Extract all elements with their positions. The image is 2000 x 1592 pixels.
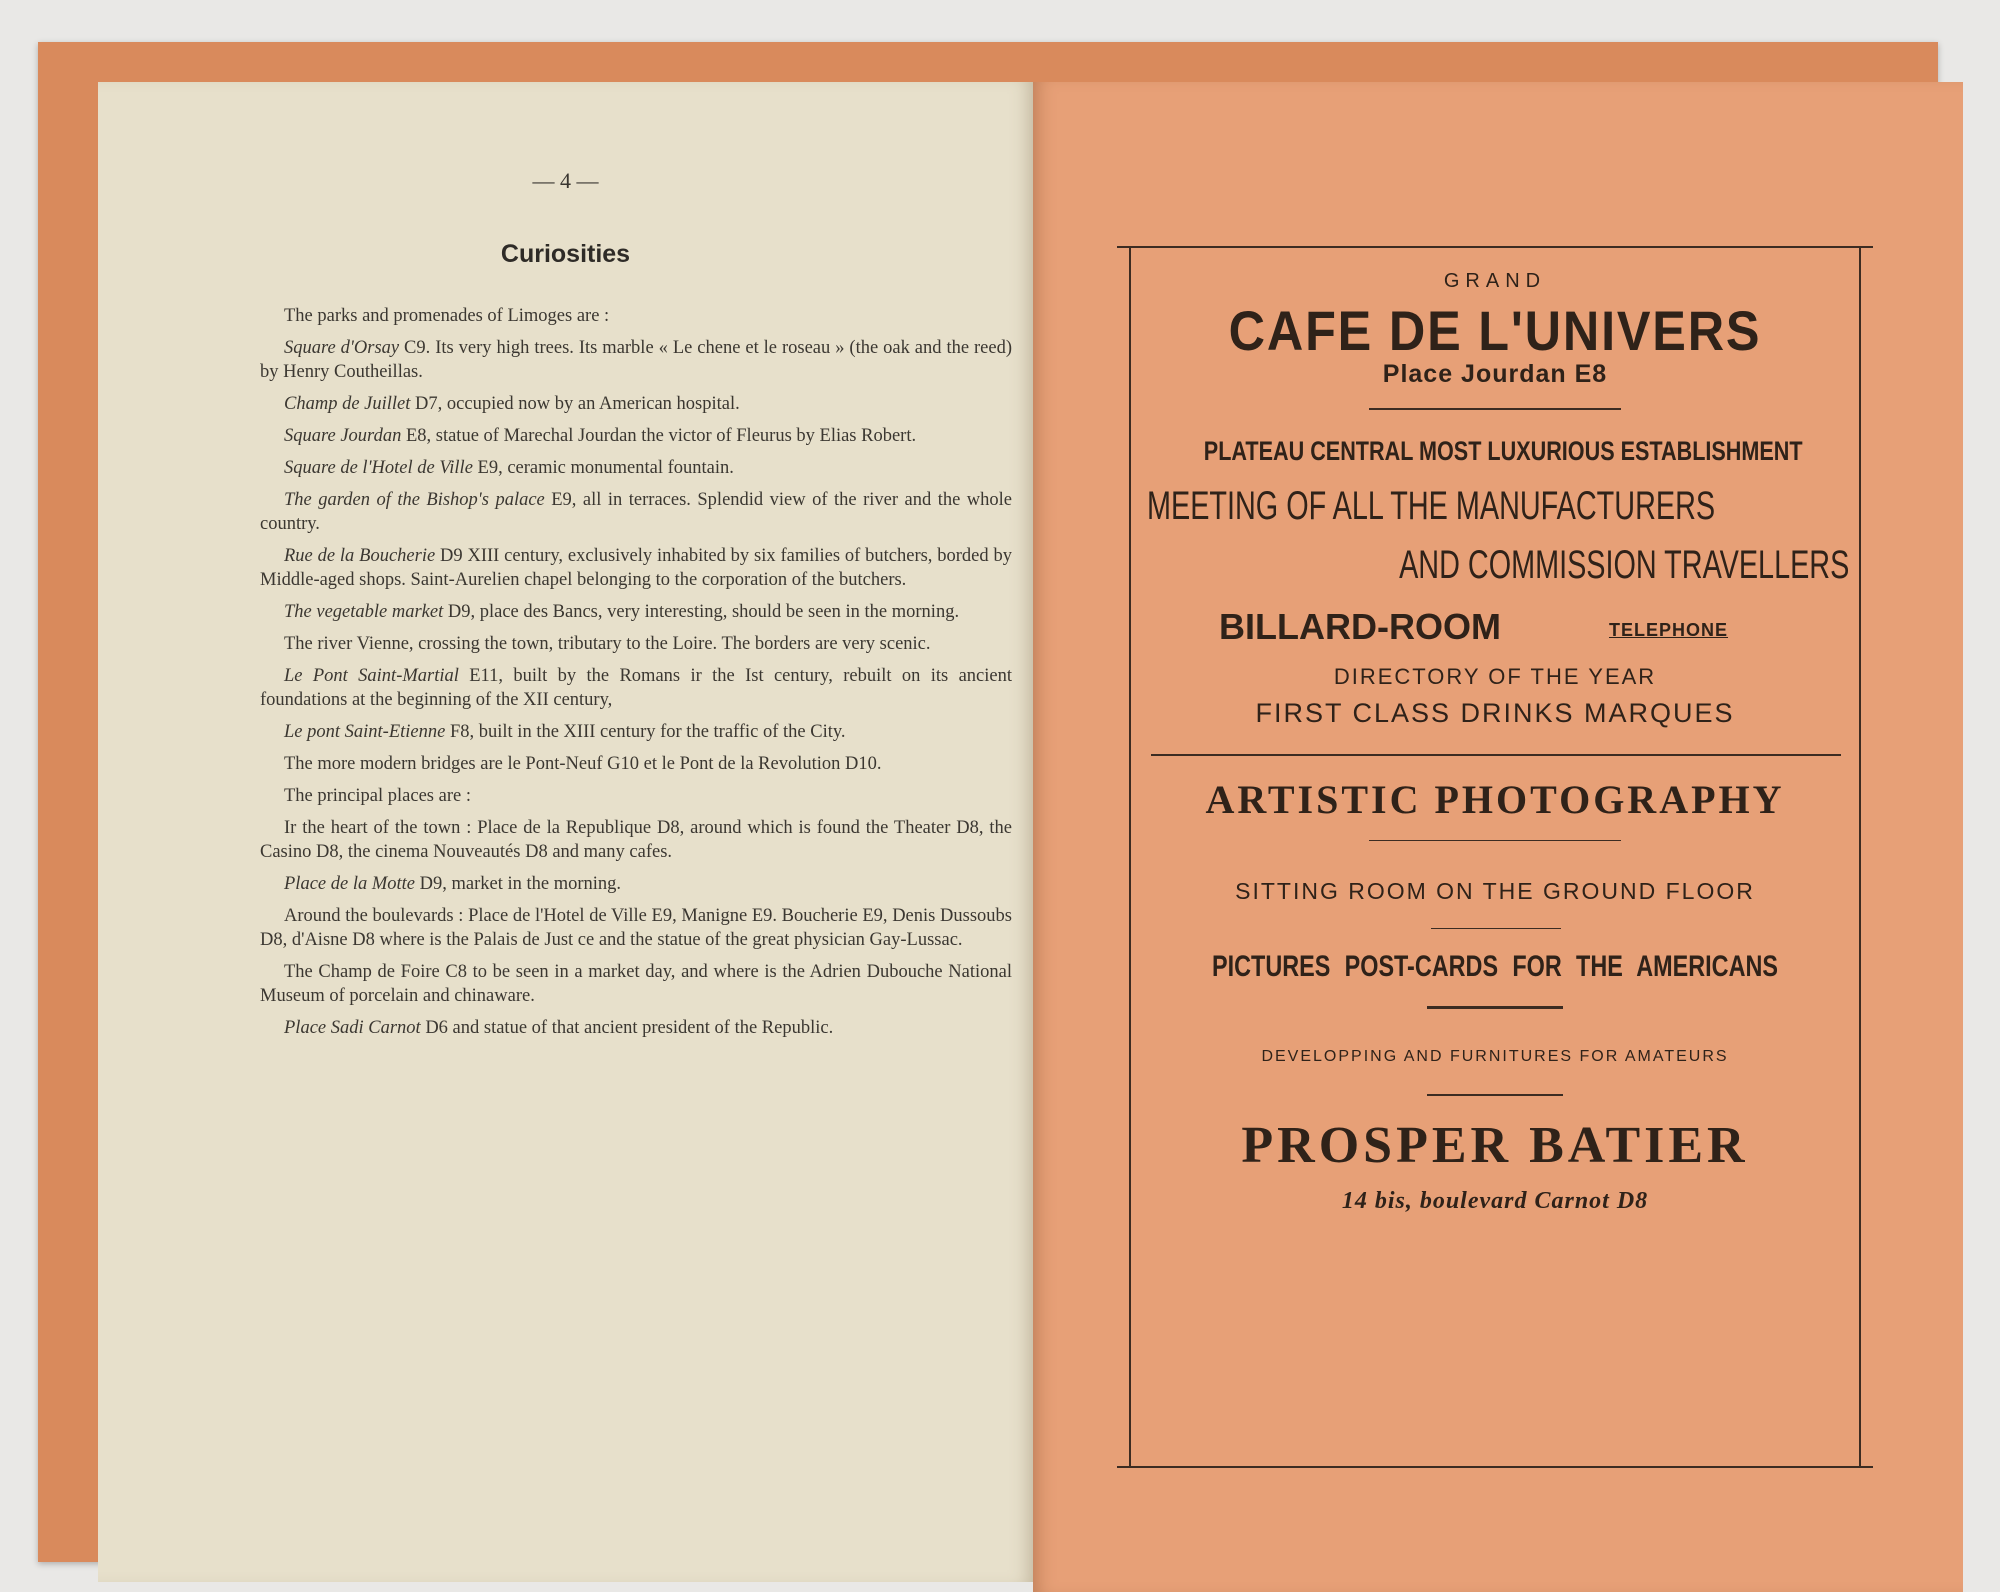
curiosities-text [260,304,1012,1048]
place-name: Le pont Saint-Etienne [284,722,446,742]
paragraph-text: C9. Its very high trees. Its marble « Le chene et le roseau » (the oak and the reed) by Henry Coutheillas. [260,338,1012,382]
paragraph-text: D9, market in the morning. [415,874,622,894]
curiosity-paragraph [260,392,1012,416]
page-number: — 4 — [532,168,599,193]
paragraph-text: The Champ de Foire C8 to be seen in a market day, and where is the Adrien Dubouche National Museum of porcelain and chinaware. [260,962,1012,1006]
divider-rule [1151,754,1841,756]
curiosity-paragraph [260,456,1012,480]
curiosity-paragraph [260,872,1012,896]
paragraph-text: Around the boulevards : Place de l'Hotel de Ville E9, Manigne E9. Boucherie E9, Denis Dussoubs D8, d'Aisne D8 where is the Palais de Just ce and the statue of the great physician Gay-Lussac. [260,906,1012,950]
paragraph-text: The more modern bridges are le Pont-Neuf G10 et le Pont de la Revolution D10. [284,754,882,774]
paragraph-text: D9, place des Bancs, very interesting, should be seen in the morning. [443,602,960,622]
place-name: Square Jourdan [284,426,402,446]
curiosity-paragraph [260,304,1012,328]
cafe-name: CAFE DE L'UNIVERS [1228,299,1762,362]
paragraph-text: F8, built in the XIII century for the traffic of the City. [445,722,846,742]
paragraph-text: The parks and promenades of Limoges are : [284,306,610,326]
cafe-address: Place Jourdan E8 [1382,360,1608,388]
prosper-batier: PROSPER BATIER [1241,1117,1749,1174]
ornament-rule-2 [1369,840,1621,841]
photography-heading: ARTISTIC PHOTOGRAPHY [1205,777,1785,822]
telephone-label: TELEPHONE [1609,620,1729,640]
curiosity-paragraph [260,632,1012,656]
place-name: The vegetable market [284,602,444,622]
section-title: Curiosities [500,240,631,268]
curiosity-paragraph [260,544,1012,592]
sitting-room-line: SITTING ROOM ON THE GROUND FLOOR [1235,878,1755,904]
curiosity-paragraph [260,752,1012,776]
curiosity-paragraph [260,424,1012,448]
paragraph-text: The river Vienne, crossing the town, tributary to the Loire. The borders are very scenic. [284,634,931,654]
place-name: Le Pont Saint-Martial [284,666,459,686]
paragraph-text: E8, statue of Marechal Jourdan the victor of Fleurus by Elias Robert. [401,426,917,446]
curiosity-paragraph [260,816,1012,864]
place-name: Square de l'Hotel de Ville [284,458,473,478]
billard-room: BILLARD-ROOM [1219,606,1501,647]
curiosity-paragraph [260,664,1012,712]
developping-line: DEVELOPPING AND FURNITURES FOR AMATEURS [1261,1048,1729,1065]
place-name: Rue de la Boucherie [284,546,436,566]
paragraph-text: Ir the heart of the town : Place de la Republique D8, around which is found the Theater D8, the Casino D8, the cinema Nouveautés D8 and many cafes. [260,818,1012,862]
paragraph-text: D6 and statue of that ancient president of the Republic. [420,1018,834,1038]
meeting-line-1: MEETING OF ALL THE MANUFACTURERS [1147,484,1716,528]
paragraph-text: E9, all in terraces. Splendid view of the river and the whole country. [260,490,1012,534]
curiosity-paragraph [260,720,1012,744]
short-rule-1 [1431,928,1561,929]
curiosity-paragraph [260,960,1012,1008]
paragraph-text: D7, occupied now by an American hospital. [410,394,740,414]
pictures-line: PICTURES POST-CARDS FOR THE AMERICANS [1212,950,1778,983]
curiosity-paragraph [260,1016,1012,1040]
place-name: Champ de Juillet [284,394,411,414]
grand-label: GRAND [1443,270,1547,292]
curiosity-paragraph [260,904,1012,952]
paragraph-text: E11, built by the Romans ir the Ist century, rebuilt on its ancient foundations at the beginning of the XII century, [260,666,1012,710]
meeting-line-2: AND COMMISSION TRAVELLERS [1398,543,1849,587]
curiosity-paragraph [260,600,1012,624]
left-page [98,82,1033,1582]
directory-line: DIRECTORY OF THE YEAR [1333,664,1657,689]
right-page [1033,82,1963,1592]
paragraph-text: E9, ceramic monumental fountain. [472,458,734,478]
place-name: Square d'Orsay [284,338,400,358]
plateau-line: PLATEAU CENTRAL MOST LUXURIOUS ESTABLISHMENT [1203,436,1803,466]
place-name: Place Sadi Carnot [284,1018,421,1038]
place-name: Place de la Motte [284,874,415,894]
drinks-line: FIRST CLASS DRINKS MARQUES [1255,698,1735,728]
advert-frame [1129,246,1861,1468]
ornament-rule [1369,408,1621,410]
boulevard-address: 14 bis, boulevard Carnot D8 [1341,1188,1649,1214]
short-rule-2 [1427,1006,1563,1009]
short-rule-3 [1427,1094,1563,1096]
curiosity-paragraph [260,336,1012,384]
paragraph-text: D9 XIII century, exclusively inhabited by six families of butchers, borded by Middle-aged shops. Saint-Aurelien chapel belonging to the corporation of the butchers. [260,546,1012,590]
open-booklet [38,42,1938,1562]
curiosity-paragraph [260,784,1012,808]
paragraph-text: The principal places are : [284,786,471,806]
curiosity-paragraph [260,488,1012,536]
place-name: The garden of the Bishop's palace [284,490,545,510]
